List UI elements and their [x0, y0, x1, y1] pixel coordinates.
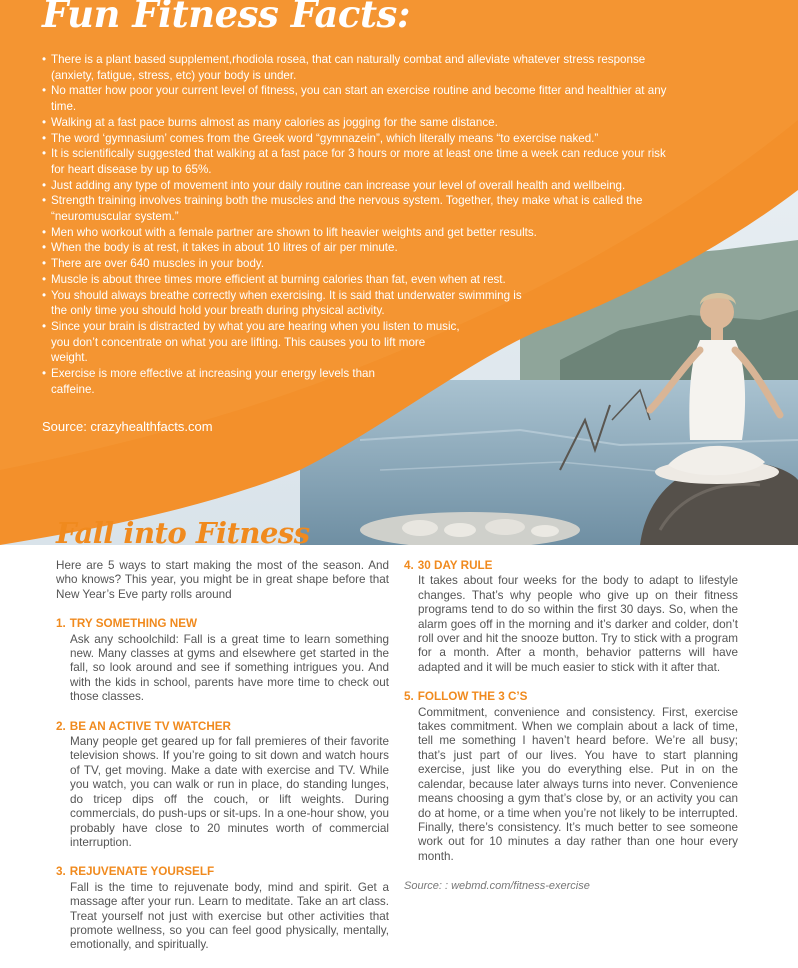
- fact-line: • Exercise is more effective at increasing your energy levels than: [51, 367, 375, 381]
- fact-item: [42, 366, 666, 397]
- tip-heading: BE AN ACTIVE TV WATCHER: [69, 719, 231, 733]
- tip-heading: FOLLOW THE 3 C’S: [417, 690, 528, 704]
- tip-5: [404, 690, 738, 864]
- intro-paragraph: Here are 5 ways to start making the most of the season. And who knows? This year, you might be in great shape before that New Year’s Eve party rolls around: [56, 559, 389, 601]
- tip-number: 5.: [404, 690, 414, 704]
- fact-item: [42, 240, 666, 256]
- fact-line: for heart disease by up to 65%.: [51, 162, 212, 176]
- fact-item: [42, 52, 666, 83]
- fact-line: • It is scientifically suggested that walking at a fast pace for 3 hours or more at least one time a week can reduce your risk: [51, 147, 666, 161]
- fact-line: “neuromuscular system.”: [51, 210, 179, 224]
- tip-body: Commitment, convenience and consistency. First, exercise takes commitment. When we complain about a lack of time, tell me something I haven’t heard before. We’re all busy; that’s just part of our lives. You have to start planning exercise, just like you do everything else. Put in on the calendar, because later always turns into never. Convenience means choosing a gym that’s close by, or an activity you can do at home, or a time when you’re not likely to be interrupted. Finally, there’s consistency. It’s much better to see someone work out for 10 minutes a day rather than one hour every month.: [418, 705, 738, 863]
- fun-facts-list: [42, 52, 666, 397]
- fact-line: the only time you should hold your breath during physical activity.: [51, 304, 385, 318]
- tip-body: It takes about four weeks for the body to adapt to lifestyle changes. That’s why people who give up on their fitness programs tend to do so within the first 30 days. So, when the alarm goes off in the morning and it’s darker and colder, don’t roll over and hit the snooze button. Try to stick with a program for a month. After a month, behavior patterns will have adapted and it will be much easier to stick with it after that.: [418, 574, 738, 674]
- fact-line: • No matter how poor your current level of fitness, you can start an exercise routine and become fitter and healthier at any: [51, 84, 667, 98]
- fact-item: [42, 178, 666, 194]
- fact-line: • Muscle is about three times more efficient at burning calories than fat, even when at rest.: [51, 272, 506, 286]
- tip-heading: TRY SOMETHING NEW: [69, 617, 198, 631]
- tip-3: [56, 865, 389, 952]
- tip-4: [404, 559, 738, 675]
- fact-item: [42, 83, 666, 114]
- tip-number: 3.: [56, 865, 66, 879]
- tip-2: [56, 720, 389, 851]
- fact-line: • You should always breathe correctly when exercising. It is said that underwater swimming is: [51, 288, 522, 302]
- fact-line: • When the body is at rest, it takes in about 10 litres of air per minute.: [51, 241, 398, 255]
- fact-item: [42, 272, 666, 288]
- fact-item: [42, 225, 666, 241]
- fact-line: you don’t concentrate on what you are lifting. This causes you to lift more: [51, 335, 426, 349]
- fact-line: caffeine.: [51, 382, 95, 396]
- fun-fitness-facts-title: Fun Fitness Facts:: [42, 0, 411, 36]
- fall-fitness-source: Source: : webmd.com/fitness-exercise: [404, 880, 590, 893]
- tip-heading: 30 DAY RULE: [417, 559, 493, 572]
- fact-item: [42, 193, 666, 224]
- fact-line: • Men who workout with a female partner are shown to lift heavier weights and get better results.: [51, 225, 537, 239]
- fact-line: • Just adding any type of movement into your daily routine can increase your level of overall health and wellbeing.: [51, 178, 626, 192]
- fact-line: time.: [51, 100, 77, 114]
- fact-item: [42, 288, 666, 319]
- fact-line: • Strength training involves training both the muscles and the nervous system. Together, they make what is called the: [51, 194, 643, 208]
- fact-item: [42, 131, 666, 147]
- right-column: [404, 559, 738, 894]
- fun-facts-source: Source: crazyhealthfacts.com: [42, 419, 213, 434]
- tip-number: 2.: [56, 719, 66, 733]
- fact-line: • Since your brain is distracted by what you are hearing when you listen to music,: [51, 319, 460, 333]
- fact-line: (anxiety, fatigue, stress, etc) your body is under.: [51, 68, 297, 82]
- left-column: [56, 559, 389, 968]
- fact-item: [42, 319, 666, 366]
- tip-number: 4.: [404, 559, 414, 572]
- fact-item: [42, 146, 666, 177]
- tip-body: Many people get geared up for fall premieres of their favorite television shows. If you’re going to sit down and watch hours of TV, get moving. Make a date with exercise and TV. While you watch, you can walk or run in place, do standing lunges, do tricep dips off the couch, or lift weights. During commercials, do push-ups or sit-ups. In a one-hour show, you probably have close to 20 minutes worth of commercial interruption.: [70, 735, 389, 849]
- fact-line: • There is a plant based supplement,rhodiola rosea, that can naturally combat and alleviate whatever stress response: [51, 53, 646, 66]
- fact-line: • There are over 640 muscles in your body.: [51, 257, 265, 271]
- tip-number: 1.: [56, 617, 66, 631]
- fall-into-fitness-title: Fall into Fitness: [56, 516, 310, 550]
- fact-line: • The word ‘gymnasium’ comes from the Greek word “gymnazein”, which literally means “to exercise naked.”: [51, 131, 599, 145]
- tip-heading: REJUVENATE YOURSELF: [69, 865, 215, 879]
- fact-item: [42, 115, 666, 131]
- tip-1: [56, 617, 389, 704]
- tip-body: Fall is the time to rejuvenate body, mind and spirit. Get a massage after your run. Learn to meditate. Take an art class. Treat yourself not just with exercise but other activities that promote wellness, so you can feel good physically, mentally, emotionally, and spiritually.: [70, 880, 389, 952]
- fact-item: [42, 256, 666, 272]
- tip-body: Ask any schoolchild: Fall is a great time to learn something new. Many classes at gyms and elsewhere get started in the fall, so look around and see if something intrigues you. And with the kids in school, parents have more time to check out those classes.: [70, 632, 389, 704]
- fact-line: weight.: [51, 351, 88, 365]
- fact-line: • Walking at a fast pace burns almost as many calories as jogging for the same distance.: [51, 115, 498, 129]
